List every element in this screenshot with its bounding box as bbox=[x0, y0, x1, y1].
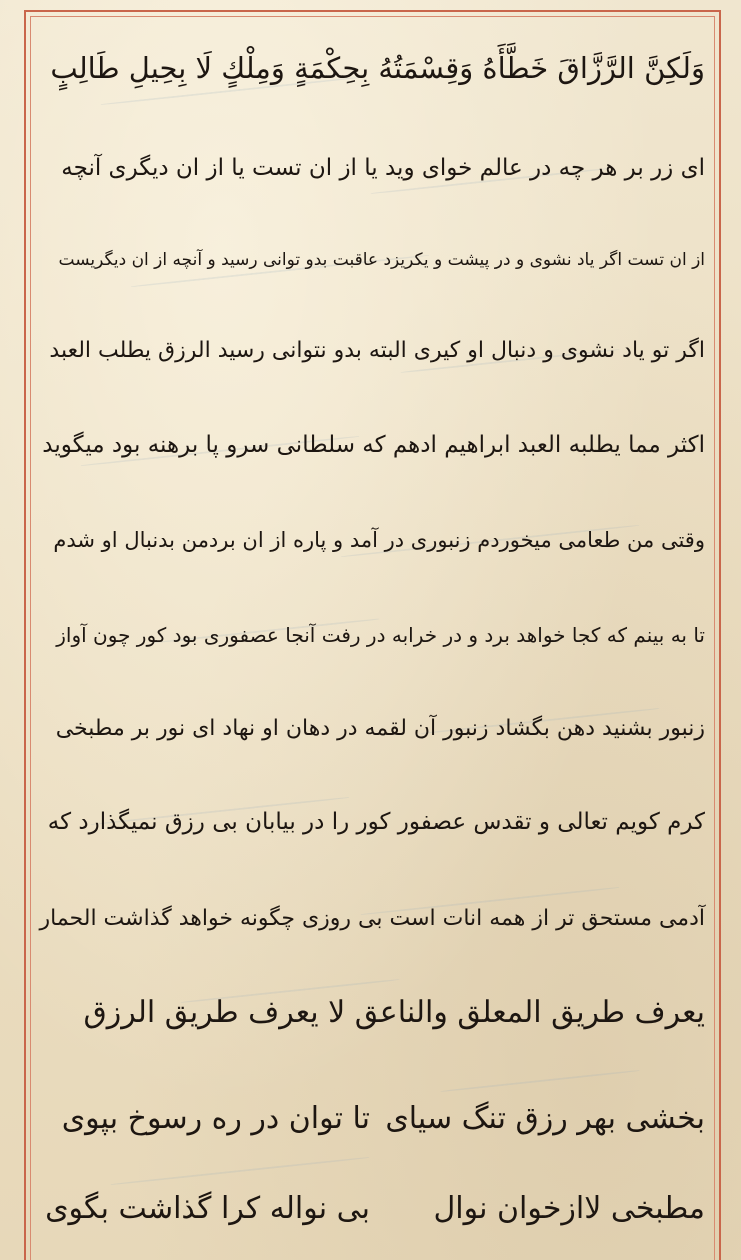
verse-hemistich-left: تا توان در ره رسوخ بپوی bbox=[61, 1100, 370, 1136]
verse-couplet-2 bbox=[40, 1168, 705, 1248]
verse-couplet-1 bbox=[40, 1078, 705, 1158]
verse-hemistich-left: بی نواله کرا گذاشت بگوی bbox=[45, 1190, 370, 1226]
verse-hemistich-right: مطبخی لاازخوان نوال bbox=[433, 1190, 705, 1226]
verse-hemistich-right: بخشی بهر رزق تنگ سیای bbox=[385, 1100, 705, 1136]
text-line-6: وقتی من طعامی میخوردم زنبوری در آمد و پاره از ان بردمن بدنبال او شدم bbox=[53, 528, 705, 552]
text-line-2: ای زر بر هر چه در عالم خوای وید یا از ان تست یا از ان دیگری آنچه bbox=[61, 155, 705, 181]
text-line-3: از ان تست اگر یاد نشوی و در پیشت و یکریزد عاقبت بدو توانی رسید و آنچه از ان دیگریست bbox=[58, 250, 705, 270]
text-line-1: وَلَكِنَّ الرَّزَّاقَ خَطَّأَهُ وَقِسْمَتُهُ بِحِكْمَةٍ وَمِلْكٍ لَا بِحِيلِ طَالِبٍ bbox=[50, 51, 705, 85]
text-line-11: یعرف طریق المعلق والناعق لا یعرف طریق الرزق bbox=[83, 994, 705, 1030]
text-block bbox=[40, 18, 705, 1253]
text-line-8: زنبور بشنید دهن بگشاد زنبور آن لقمه در دهان او نهاد ای نور بر مطبخی bbox=[55, 715, 705, 741]
text-line-5: اکثر مما یطلبه العبد ابراهیم ادهم که سلطانی سرو پا برهنه بود میگوید bbox=[42, 432, 705, 458]
text-line-7: تا به بینم که کجا خواهد برد و در خرابه در رفت آنجا عصفوری بود کور چون آواز bbox=[56, 623, 705, 647]
text-line-10: آدمی مستحق تر از همه انات است بی روزی چگونه خواهد گذاشت الحمار bbox=[39, 905, 705, 931]
text-line-4: اگر تو یاد نشوی و دنبال او کیری البته بدو نتوانی رسید الرزق یطلب العبد bbox=[49, 337, 705, 363]
text-line-9: کرم کویم تعالی و تقدس عصفور کور را در بیابان بی رزق نمیگذارد که bbox=[47, 809, 705, 835]
